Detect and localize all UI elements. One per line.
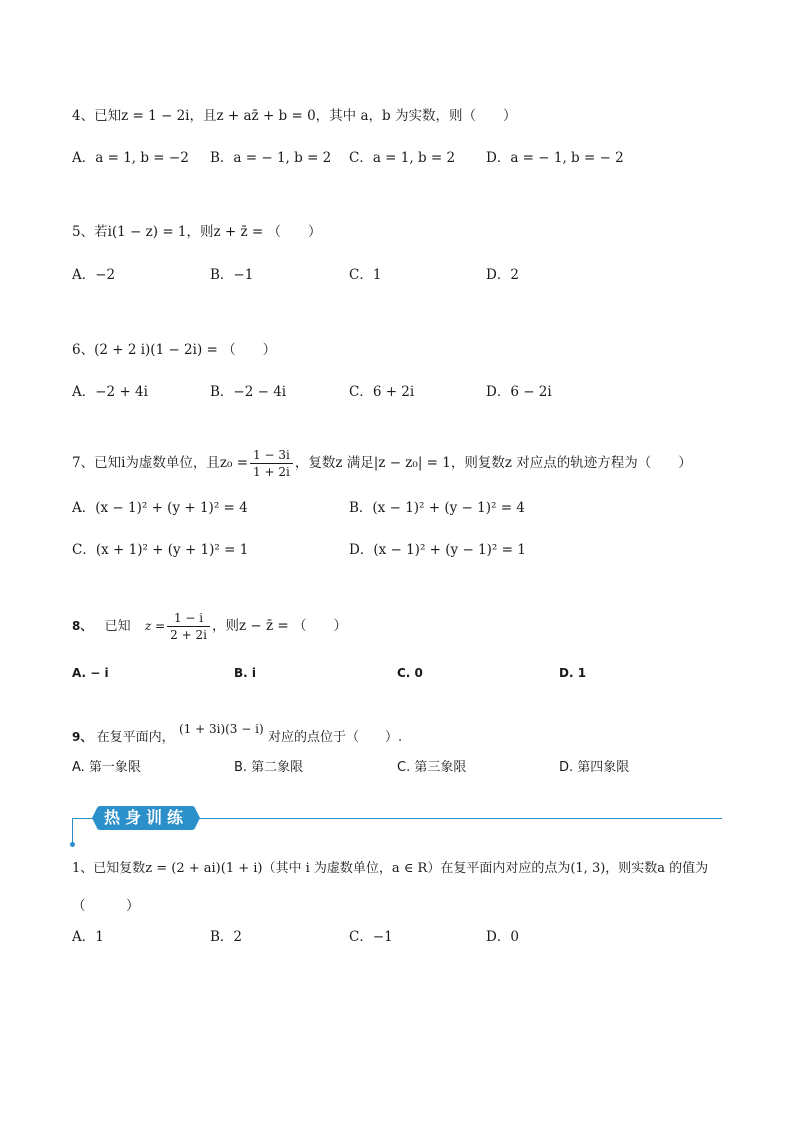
question-6-option-d: D．6 − 2i [486,384,552,400]
question-7-stem [72,445,692,481]
warmup-question-1-option-d: D．0 [486,929,519,945]
section-dot-icon [70,842,75,847]
question-9-option-c: C. 第三象限 [397,760,467,775]
question-9-stem-after: 对应的点位于（ ）. [267,730,403,745]
question-5-option-b: B．−1 [210,267,254,283]
question-6-stem: 6、(2 + 2 i)(1 − 2i) = （ ） [72,342,277,358]
question-9-option-d: D. 第四象限 [559,760,630,775]
question-6-option-a: A．−2 + 4i [72,384,148,400]
question-9-option-a: A. 第一象限 [72,760,141,775]
fraction-numerator: 1 − 3i [250,447,293,464]
warmup-question-1-answer-blank: （ ） [72,898,140,914]
question-8-stem-after: ，则z − z̄ = （ ） [211,618,347,634]
section-left-rule [72,818,73,844]
question-8-stem-before: 已知 [104,619,131,634]
fraction-denominator: 1 + 2i [253,465,290,479]
question-9-label: 9、 [72,730,93,744]
question-4-option-a: A．a = 1, b = −2 [72,150,189,166]
question-7-option-b: B．(x − 1)² + (y − 1)² = 4 [349,500,525,516]
question-8-option-c: C. 0 [397,666,423,680]
question-8-option-a: A. − i [72,666,109,680]
question-4-option-b: B．a = − 1, b = 2 [210,150,332,166]
question-9-stem [72,722,402,753]
warmup-question-1-option-b: B．2 [210,929,243,945]
question-5-option-d: D．2 [486,267,519,283]
question-7-stem-before: 7、已知i为虚数单位，且z₀ = [72,455,249,471]
question-7-option-d: D．(x − 1)² + (y − 1)² = 1 [349,542,526,558]
question-6-option-c: C．6 + 2i [349,384,415,400]
question-6-option-b: B．−2 − 4i [210,384,287,400]
question-4-stem: 4、已知z = 1 − 2i，且z + az̄ + b = 0，其中 a，b 为实数，则（ ） [72,108,517,124]
question-8-option-d: D. 1 [559,666,587,680]
question-9-option-b: B. 第二象限 [234,760,304,775]
section-header [72,806,722,846]
fraction-numerator: 1 − i [167,610,210,627]
section-title: 热身训练 [98,806,194,830]
question-8-label: 8、 [72,619,93,633]
question-5-option-c: C．1 [349,267,382,283]
question-7-fraction [250,447,293,480]
warmup-question-1-option-a: A．1 [72,929,104,945]
fraction-denominator: 2 + 2i [170,628,207,642]
question-4-option-d: D．a = − 1, b = − 2 [486,150,624,166]
warmup-question-1-stem: 1、已知复数z = (2 + ai)(1 + i)（其中 i 为虚数单位，a ∈ R）在复平面内对应的点为(1, 3)，则实数a 的值为 [72,861,709,876]
question-4-option-c: C．a = 1, b = 2 [349,150,456,166]
question-9-expression: (1 + 3i)(3 − i) [178,722,264,736]
question-8-stem [72,608,347,645]
question-5-option-a: A．−2 [72,267,116,283]
question-8-fraction [167,610,210,643]
question-7-stem-after: ，复数z 满足|z − z₀| = 1，则复数z 对应点的轨迹方程为（ ） [294,455,692,471]
question-5-stem: 5、若i(1 − z) = 1，则z + z̄ = （ ） [72,224,322,240]
question-7-option-c: C．(x + 1)² + (y + 1)² = 1 [72,542,249,558]
question-7-option-a: A．(x − 1)² + (y + 1)² = 4 [72,500,248,516]
question-8-option-b: B. i [234,666,256,680]
question-8-z-eq: z = [144,619,166,633]
question-9-stem-before: 在复平面内， [96,730,175,745]
warmup-question-1-option-c: C．−1 [349,929,393,945]
